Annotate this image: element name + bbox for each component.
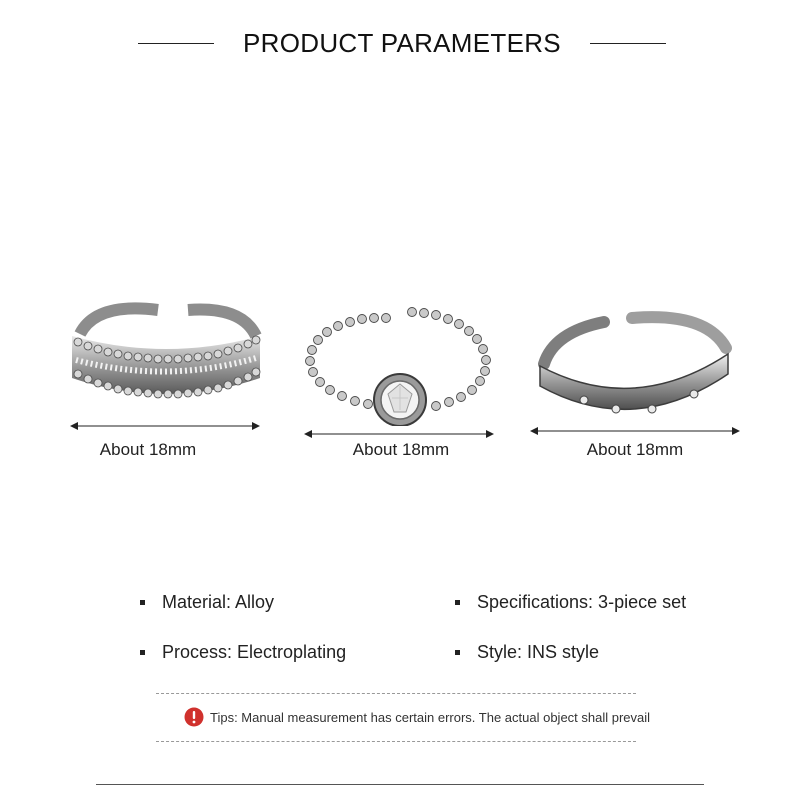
param-material-text: Material: Alloy	[162, 592, 275, 612]
tip-divider-top	[156, 693, 636, 694]
warning-icon	[184, 707, 204, 727]
param-style-text: Style: INS style	[477, 642, 600, 662]
param-style	[455, 642, 599, 663]
tip-text: Tips: Manual measurement has certain errors. The actual object shall prevail	[210, 709, 651, 725]
title-rule-right	[590, 43, 666, 44]
solitaire-beaded-ring-image	[300, 302, 500, 426]
bullet-icon	[140, 650, 145, 655]
bottom-divider	[96, 784, 704, 785]
measure-arrow-2	[304, 428, 494, 440]
page-title: PRODUCT PARAMETERS	[243, 28, 561, 58]
param-process-text: Process: Electroplating	[162, 642, 347, 662]
measure-arrow-3	[530, 425, 740, 437]
wide-beaded-ring-image	[66, 292, 266, 416]
size-label: About 18mm	[586, 440, 684, 459]
param-specifications	[455, 592, 686, 613]
header	[0, 24, 800, 64]
tip-notice	[184, 707, 650, 727]
measure-arrow-1	[70, 420, 260, 432]
size-label: About 18mm	[99, 440, 197, 459]
bullet-icon	[140, 600, 145, 605]
size-label: About 18mm	[352, 440, 450, 459]
band-ring-image	[534, 308, 734, 426]
param-material	[140, 592, 274, 613]
tip-divider-bottom	[156, 741, 636, 742]
param-specifications-text: Specifications: 3-piece set	[477, 592, 687, 612]
bullet-icon	[455, 600, 460, 605]
param-process	[140, 642, 346, 663]
bullet-icon	[455, 650, 460, 655]
title-rule-left	[138, 43, 214, 44]
